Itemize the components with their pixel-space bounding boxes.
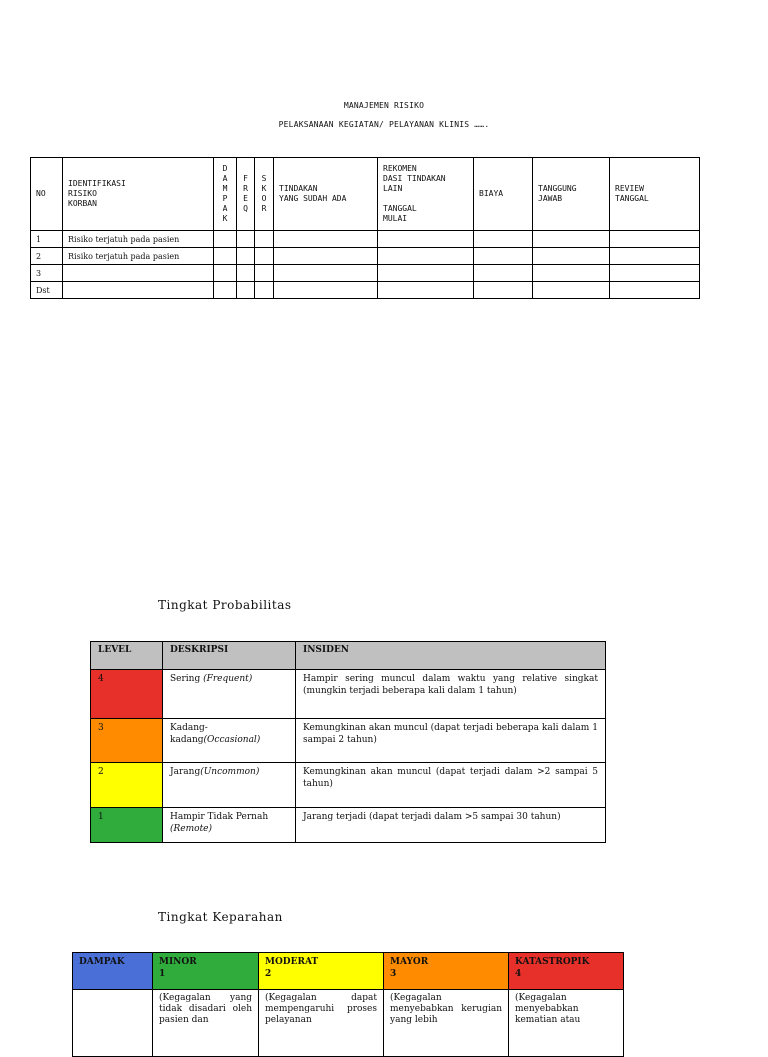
risk-description: Risiko terjatuh pada pasien <box>63 248 214 265</box>
description-term: (Uncommon) <box>200 767 260 777</box>
header-rekomendasi: REKOMEN DASI TINDAKAN LAIN TANGGAL MULAI <box>378 158 474 231</box>
table-row <box>91 719 606 763</box>
level-cell: 1 <box>91 808 163 843</box>
header-review: REVIEW TANGGAL <box>610 158 700 231</box>
header-identifikasi: IDENTIFIKASI RISIKO KORBAN <box>63 158 214 231</box>
table-row <box>31 282 700 299</box>
header-moderat: MODERAT 2 <box>259 953 384 990</box>
probability-section-title: Tingkat Probabilitas <box>158 598 292 612</box>
header-freq: F R E Q <box>237 158 255 231</box>
severity-table <box>72 952 624 1057</box>
risk-description <box>63 265 214 282</box>
row-number: Dst <box>31 282 63 299</box>
description-term: (Remote) <box>170 824 213 834</box>
severity-section-title: Tingkat Keparahan <box>158 910 283 924</box>
level-cell: 2 <box>91 763 163 808</box>
document-subtitle: PELAKSANAAN KEGIATAN/ PELAYANAN KLINIS ……. <box>278 120 490 129</box>
description-cell <box>163 763 296 808</box>
header-deskripsi: DESKRIPSI <box>163 642 296 670</box>
description-cell <box>163 808 296 843</box>
row-number: 1 <box>31 231 63 248</box>
level-cell: 3 <box>91 719 163 763</box>
description-text: Kadang-kadang <box>170 723 208 745</box>
severity-header-row <box>73 953 624 990</box>
description-term: (Frequent) <box>203 674 253 684</box>
incident-cell: Kemungkinan akan muncul (dapat terjadi dalam >2 sampai 5 tahun) <box>296 763 606 808</box>
description-text: Sering <box>170 674 204 684</box>
header-no: NO <box>31 158 63 231</box>
severity-cell: (Kegagalan dapat mempengaruhi proses pelayanan <box>259 990 384 1057</box>
description-cell <box>163 719 296 763</box>
incident-cell: Jarang terjadi (dapat terjadi dalam >5 sampai 30 tahun) <box>296 808 606 843</box>
header-katastropik: KATASTROPIK 4 <box>509 953 624 990</box>
table-row <box>31 265 700 282</box>
description-text: Jarang <box>170 767 201 777</box>
header-skor: S K O R <box>255 158 274 231</box>
risk-management-table <box>30 157 700 299</box>
table-row <box>91 670 606 719</box>
incident-cell: Kemungkinan akan muncul (dapat terjadi beberapa kali dalam 1 sampai 2 tahun) <box>296 719 606 763</box>
description-term: (Occasional) <box>203 735 261 745</box>
row-number: 3 <box>31 265 63 282</box>
severity-cell: (Kegagalan menyebabkan kematian atau <box>509 990 624 1057</box>
severity-cell: (Kegagalan menyebabkan kerugian yang lebih <box>384 990 509 1057</box>
severity-cell <box>73 990 153 1057</box>
table-row <box>73 990 624 1057</box>
header-level: LEVEL <box>91 642 163 670</box>
risk-description: Risiko terjatuh pada pasien <box>63 231 214 248</box>
header-dampak: D A M P A K <box>214 158 237 231</box>
probability-header-row <box>91 642 606 670</box>
row-number: 2 <box>31 248 63 265</box>
description-text: Hampir Tidak Pernah <box>170 812 269 822</box>
table-row <box>91 763 606 808</box>
header-mayor: MAYOR 3 <box>384 953 509 990</box>
table-row <box>91 808 606 843</box>
risk-table-header-row <box>31 158 700 231</box>
header-tindakan: TINDAKAN YANG SUDAH ADA <box>274 158 378 231</box>
probability-table <box>90 641 606 843</box>
header-insiden: INSIDEN <box>296 642 606 670</box>
severity-cell: (Kegagalan yang tidak disadari oleh pasien dan <box>153 990 259 1057</box>
header-tanggung-jawab: TANGGUNG JAWAB <box>533 158 610 231</box>
header-dampak: DAMPAK <box>73 953 153 990</box>
level-cell: 4 <box>91 670 163 719</box>
description-cell <box>163 670 296 719</box>
table-row <box>31 231 700 248</box>
incident-cell: Hampir sering muncul dalam waktu yang relative singkat (mungkin terjadi beberapa kali dalam 1 tahun) <box>296 670 606 719</box>
risk-description <box>63 282 214 299</box>
header-biaya: BIAYA <box>474 158 533 231</box>
header-minor: MINOR 1 <box>153 953 259 990</box>
document-title: MANAJEMEN RISIKO <box>343 101 425 110</box>
table-row <box>31 248 700 265</box>
